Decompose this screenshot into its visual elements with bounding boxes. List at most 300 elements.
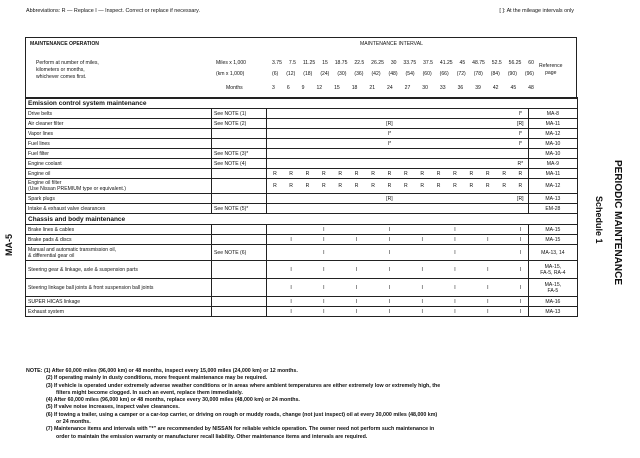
interval-cell: I (316, 297, 332, 307)
km-value: (48) (388, 71, 398, 77)
months-value: 24 (387, 85, 393, 91)
miles-value: 56.25 (508, 60, 522, 66)
interval-cell: I (348, 261, 364, 279)
interval-cell (332, 149, 348, 159)
interval-cell: R (512, 179, 528, 194)
km-value: (72) (456, 71, 466, 77)
interval-cell: R (348, 179, 364, 194)
interval-cell: R (283, 179, 299, 194)
interval-cell: I* (512, 109, 528, 119)
miles-value: 60 (528, 60, 534, 66)
interval-cell: I (480, 297, 496, 307)
interval-cell: I (283, 297, 299, 307)
item-note (212, 261, 267, 279)
interval-cell: [R] (381, 194, 397, 204)
interval-cell (398, 149, 414, 159)
interval-cell (299, 225, 315, 235)
item-name-line: Engine oil (28, 170, 51, 177)
interval-cell: I (381, 297, 397, 307)
miles-row (272, 60, 534, 66)
interval-cell: [R] (512, 119, 528, 129)
reference-line: MA-12 (545, 183, 561, 189)
item-note: See NOTE (6) (212, 245, 267, 261)
interval-cell (283, 204, 299, 214)
note-line: order to maintain the emission warranty or manufacturer recall liability. Other maintenance items and intervals are required. (56, 433, 368, 440)
section-row (26, 98, 578, 109)
reference-line: MA-15, (544, 281, 562, 288)
miles-value: 26.25 (371, 60, 384, 66)
reference-page (529, 194, 577, 204)
item-note: See NOTE (4) (212, 159, 267, 169)
maintenance-operation-heading: MAINTENANCE OPERATION (30, 41, 99, 47)
interval-cell (299, 159, 315, 169)
reference-page (529, 225, 577, 235)
miles-value: 18.75 (334, 60, 348, 66)
abbreviations-text: Abbreviations: R — Replace I — Inspect. Correct or replace if necessary. (26, 8, 200, 14)
reference-line: MA-9 (546, 160, 559, 167)
item-name (26, 245, 212, 261)
interval-cell: I (381, 261, 397, 279)
interval-cell: R (414, 179, 430, 194)
months-value: 15 (334, 85, 340, 91)
reference-page (529, 149, 577, 159)
reference-line: MA-13, 14 (541, 249, 565, 256)
interval-cell: I (381, 225, 397, 235)
interval-cell: R (463, 179, 479, 194)
interval-cell (316, 129, 332, 139)
reference-page (529, 279, 577, 297)
interval-cell (267, 204, 283, 214)
miles-value: 30 (390, 60, 397, 66)
interval-cell (332, 159, 348, 169)
interval-cell (348, 159, 364, 169)
interval-cell (463, 204, 479, 214)
interval-cell (267, 297, 283, 307)
km-value: (42) (371, 71, 381, 77)
interval-cell (398, 307, 414, 317)
interval-cell (299, 119, 315, 129)
miles-value: 48.75 (472, 60, 485, 66)
interval-cell (332, 119, 348, 129)
reference-page (529, 235, 577, 245)
interval-cell (332, 129, 348, 139)
interval-cell (414, 139, 430, 149)
interval-cell (463, 279, 479, 297)
interval-cell (430, 204, 446, 214)
interval-cell: I* (381, 139, 397, 149)
interval-cell: R (496, 179, 512, 194)
interval-cell: R (299, 169, 315, 179)
interval-cell (267, 149, 283, 159)
interval-cell: [R] (512, 194, 528, 204)
interval-cell (480, 149, 496, 159)
interval-cell: I (480, 279, 496, 297)
interval-cell (365, 194, 381, 204)
interval-cell (365, 139, 381, 149)
item-name-line: Steering linkage ball joints & front suspension ball joints (28, 284, 154, 291)
item-note: See NOTE (2) (212, 119, 267, 129)
interval-cell: I (512, 225, 528, 235)
interval-cell (365, 225, 381, 235)
interval-cell (267, 129, 283, 139)
interval-cell (381, 109, 397, 119)
reference-page (529, 139, 577, 149)
reference-line: MA-15, (544, 263, 562, 270)
interval-cell (463, 159, 479, 169)
interval-cell (430, 261, 446, 279)
item-name (26, 179, 212, 194)
item-name (26, 109, 212, 119)
months-value: 6 (286, 85, 290, 91)
interval-cell (348, 194, 364, 204)
interval-cell (480, 245, 496, 261)
interval-cell (332, 194, 348, 204)
miles-value: 7.5 (288, 60, 296, 66)
table-row (26, 194, 578, 204)
interval-cell (267, 119, 283, 129)
interval-cell (496, 225, 512, 235)
interval-cell (398, 129, 414, 139)
interval-cell: I (480, 307, 496, 317)
interval-cell: R (332, 179, 348, 194)
item-note: See NOTE (3)* (212, 149, 267, 159)
item-name (26, 235, 212, 245)
item-name (26, 139, 212, 149)
interval-cell: R (430, 169, 446, 179)
perform-line-1: Perform at number of miles, (36, 60, 99, 66)
interval-cell (348, 149, 364, 159)
interval-cell: I (512, 297, 528, 307)
interval-cell (430, 159, 446, 169)
interval-cell (365, 159, 381, 169)
interval-cell: I (512, 245, 528, 261)
interval-cell (480, 109, 496, 119)
interval-cell (414, 109, 430, 119)
km-value: (78) (473, 71, 483, 77)
item-name-line: Drive belts (28, 110, 53, 117)
months-value: 30 (422, 85, 428, 91)
interval-cell (496, 235, 512, 245)
km-value: (36) (354, 71, 364, 77)
interval-cell (381, 149, 397, 159)
item-note (212, 279, 267, 297)
miles-value: 22.5 (354, 60, 365, 66)
reference-line: MA-16 (545, 298, 561, 305)
table-row (26, 204, 578, 214)
interval-cell (316, 149, 332, 159)
interval-cell: I (348, 297, 364, 307)
interval-cell (496, 261, 512, 279)
interval-cell (283, 225, 299, 235)
item-name (26, 307, 212, 317)
table-row (26, 119, 578, 129)
interval-cell (365, 297, 381, 307)
miles-value: 45 (459, 60, 466, 66)
reference-line: FA-5, RA-4 (540, 269, 566, 276)
interval-cell: R (267, 169, 283, 179)
interval-cell (381, 204, 397, 214)
interval-cell (447, 159, 463, 169)
interval-cell: I (447, 225, 463, 235)
item-name-line: (Use Nissan PREMIUM type or equivalent.) (28, 186, 126, 192)
interval-cell (299, 129, 315, 139)
km-value: (12) (286, 71, 296, 77)
table-row (26, 139, 578, 149)
interval-cell (398, 204, 414, 214)
item-name-line: Engine oil filter (28, 180, 62, 186)
mileage-note: [ ]: At the mileage intervals only (499, 8, 574, 14)
interval-cell (332, 225, 348, 235)
reference-page (529, 109, 577, 119)
item-note (212, 179, 267, 194)
interval-cell (316, 194, 332, 204)
interval-cell: I* (512, 129, 528, 139)
interval-cell: R (316, 179, 332, 194)
reference-line: MA-10 (545, 140, 561, 147)
interval-cell: I (414, 307, 430, 317)
interval-cell (496, 297, 512, 307)
table-row (26, 297, 578, 307)
months-row (272, 85, 534, 91)
reference-line: MA-10 (545, 150, 561, 157)
interval-cell: R (332, 169, 348, 179)
months-value: 18 (351, 85, 358, 91)
km-value: (30) (337, 71, 347, 77)
interval-cell (430, 149, 446, 159)
item-name-line: Intake & exhaust valve clearances (28, 205, 106, 212)
note-line: NOTE: (1) After 60,000 miles (96,000 km) or 48 months, inspect every 15,000 miles (24,000 km) or 12 months. (26, 368, 298, 374)
note-line: (2) If operating mainly in dusty conditions, more frequent maintenance may be required. (46, 375, 268, 382)
table-row (26, 179, 578, 194)
months-value: 39 (475, 85, 481, 91)
interval-cell (447, 149, 463, 159)
interval-cell (398, 235, 414, 245)
miles-value: 11.25 (302, 60, 316, 66)
item-name-line: Fuel filter (28, 150, 49, 157)
item-note (212, 169, 267, 179)
interval-cell: I (447, 297, 463, 307)
interval-cell (430, 235, 446, 245)
interval-cell: I (283, 261, 299, 279)
reference-page (529, 169, 577, 179)
reference-page (529, 261, 577, 279)
interval-cell: R (463, 169, 479, 179)
interval-cell: I (348, 307, 364, 317)
interval-cell (480, 194, 496, 204)
reference-line: MA-11 (545, 120, 561, 127)
interval-cell: R (414, 169, 430, 179)
item-note (212, 194, 267, 204)
km-value: (96) (524, 71, 534, 77)
interval-cell: I (414, 297, 430, 307)
interval-cell (283, 194, 299, 204)
miles-value: 37.5 (423, 60, 433, 66)
months-value: 42 (492, 85, 499, 91)
reference-page (529, 297, 577, 307)
table-row (26, 159, 578, 169)
interval-cell (299, 297, 315, 307)
interval-cell (365, 119, 381, 129)
interval-cell (447, 194, 463, 204)
interval-cell (299, 204, 315, 214)
interval-cell (316, 109, 332, 119)
interval-cell: I (512, 235, 528, 245)
item-name (26, 159, 212, 169)
note-line: or 24 months. (56, 419, 91, 426)
reference-label: Reference (539, 63, 563, 69)
interval-cell (430, 109, 446, 119)
months-value: 36 (457, 85, 464, 91)
interval-cell (496, 129, 512, 139)
note-line: (6) If towing a trailer, using a camper or a car-top carrier, or driving on rough or muddy roads, change (not just inspect) oil at every 30,000 miles (48,000 km) (46, 411, 438, 418)
note-line: (7) Maintenance items and intervals with "*" are recommended by NISSAN for reliable vehicle operation. The owner need not perform such maintenance in (46, 426, 435, 433)
interval-cell: I (348, 235, 364, 245)
interval-cell (414, 204, 430, 214)
interval-cell (365, 235, 381, 245)
table-row (26, 279, 578, 297)
interval-cell (398, 297, 414, 307)
interval-cell: I (283, 307, 299, 317)
interval-cell (398, 119, 414, 129)
interval-cell: I (447, 279, 463, 297)
interval-cell: I (447, 245, 463, 261)
interval-cell (414, 119, 430, 129)
interval-cell (430, 307, 446, 317)
reference-line: MA-12 (545, 130, 561, 137)
km-value: (90) (507, 71, 517, 77)
interval-cell (480, 225, 496, 235)
section-heading: Chassis and body maintenance (26, 214, 578, 225)
interval-cell (267, 235, 283, 245)
interval-cell (348, 109, 364, 119)
interval-cell (267, 245, 283, 261)
table-row (26, 109, 578, 119)
interval-cell: R (283, 169, 299, 179)
item-name-line: SUPER HICAS linkage (28, 298, 81, 305)
interval-cell (430, 119, 446, 129)
interval-cell: I (447, 235, 463, 245)
schedule-header (25, 37, 577, 99)
miles-label: Miles x 1,000 (216, 60, 247, 66)
interval-cell (496, 194, 512, 204)
section-row (26, 214, 578, 225)
interval-cell (267, 109, 283, 119)
item-note (212, 139, 267, 149)
interval-cell (348, 129, 364, 139)
reference-line: FA-5 (547, 287, 559, 294)
interval-cell (398, 109, 414, 119)
interval-cell: I (381, 307, 397, 317)
interval-cell (332, 235, 348, 245)
interval-cell (332, 245, 348, 261)
interval-cell (365, 129, 381, 139)
interval-cell (398, 245, 414, 261)
interval-cell: I (447, 307, 463, 317)
interval-cell (480, 129, 496, 139)
item-name (26, 194, 212, 204)
interval-cell (480, 204, 496, 214)
interval-cell: R (316, 169, 332, 179)
interval-cell (447, 129, 463, 139)
interval-cell: I (316, 225, 332, 235)
interval-cell (430, 279, 446, 297)
interval-cell (299, 245, 315, 261)
interval-cell (414, 129, 430, 139)
interval-cell (496, 139, 512, 149)
note-line: filters might become clogged. In such an event, replace them immediately. (56, 389, 243, 396)
section-heading: Emission control system maintenance (26, 98, 578, 109)
interval-cell: R (299, 179, 315, 194)
item-name-line: Brake lines & cables (28, 226, 75, 233)
km-row (272, 71, 534, 77)
interval-cell (480, 159, 496, 169)
months-value: 27 (404, 85, 411, 91)
interval-cell (480, 119, 496, 129)
interval-cell (430, 139, 446, 149)
notes-block (26, 368, 581, 441)
table-row (26, 261, 578, 279)
interval-cell (316, 204, 332, 214)
interval-cell (496, 307, 512, 317)
interval-cell (283, 139, 299, 149)
interval-cell: I (480, 261, 496, 279)
interval-cell (447, 204, 463, 214)
interval-cell (430, 225, 446, 235)
interval-cell (496, 204, 512, 214)
interval-cell (283, 129, 299, 139)
interval-cell (430, 297, 446, 307)
months-value: 3 (272, 85, 275, 91)
chapter-title: PERIODIC MAINTENANCE (612, 160, 623, 286)
interval-cell: R (267, 179, 283, 194)
interval-cell (398, 261, 414, 279)
note-line: (5) If valve noise increases, inspect valve clearances. (46, 404, 180, 411)
interval-cell (430, 245, 446, 261)
item-note (212, 129, 267, 139)
km-value: (66) (439, 71, 449, 77)
table-row (26, 235, 578, 245)
interval-cell (463, 109, 479, 119)
interval-cell (283, 149, 299, 159)
section-title: Schedule 1 (594, 196, 604, 244)
item-note (212, 225, 267, 235)
interval-cell: R (480, 179, 496, 194)
interval-cell (512, 204, 528, 214)
interval-cell (463, 261, 479, 279)
interval-cell (398, 279, 414, 297)
km-value: (6) (272, 71, 279, 77)
interval-cell (398, 159, 414, 169)
miles-value: 3.75 (272, 60, 282, 66)
item-note (212, 235, 267, 245)
perform-text (36, 60, 99, 81)
interval-cell (463, 297, 479, 307)
interval-cell (365, 261, 381, 279)
interval-cell: I (512, 307, 528, 317)
table-row (26, 149, 578, 159)
months-value: 12 (316, 85, 323, 91)
interval-cell: R (398, 169, 414, 179)
reference-line: MA-11 (545, 170, 561, 177)
interval-cell (267, 139, 283, 149)
interval-cell (463, 307, 479, 317)
interval-cell (299, 149, 315, 159)
interval-cell (348, 139, 364, 149)
interval-cell (381, 159, 397, 169)
interval-cell: I (381, 279, 397, 297)
table-row (26, 129, 578, 139)
interval-cell (332, 139, 348, 149)
